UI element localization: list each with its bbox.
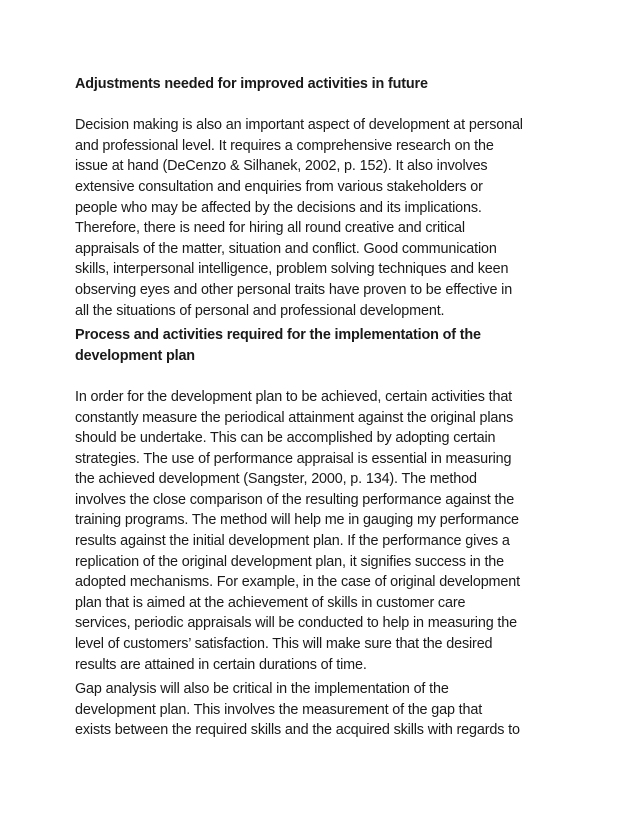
text-line: In order for the development plan to be achieved, certain activities that: [75, 388, 513, 405]
paragraph-gap-analysis: [75, 679, 575, 741]
heading-line: Process and activities required for the implementation of the: [75, 327, 481, 344]
spacer: [75, 95, 575, 116]
text-line: exists between the required skills and the acquired skills with regards to: [75, 722, 520, 739]
text-line: extensive consultation and enquiries from various stakeholders or: [75, 178, 483, 195]
text-line: appraisals of the matter, situation and conflict. Good communication: [75, 240, 497, 257]
text-line: replication of the original development plan, it signifies success in the: [75, 553, 505, 570]
paragraph-decision-making: [75, 115, 575, 321]
text-line: training programs. The method will help me in gauging my performance: [75, 512, 519, 529]
text-line: and professional level. It requires a comprehensive research on the: [75, 137, 494, 154]
spacer: [75, 366, 575, 387]
text-line: Gap analysis will also be critical in the implementation of the: [75, 681, 449, 698]
text-line: level of customers’ satisfaction. This will make sure that the desired: [75, 636, 493, 653]
text-line: Therefore, there is need for hiring all round creative and critical: [75, 220, 465, 237]
text-line: results against the initial development plan. If the performance gives a: [75, 533, 510, 550]
text-line: all the situations of personal and professional development.: [75, 302, 445, 319]
text-line: development plan. This involves the measurement of the gap that: [75, 701, 483, 718]
text-line: constantly measure the periodical attainment against the original plans: [75, 409, 514, 426]
text-line: involves the close comparison of the resulting performance against the: [75, 491, 515, 508]
text-line: the achieved development (Sangster, 2000, p. 134). The method: [75, 471, 477, 488]
text-line: skills, interpersonal intelligence, problem solving techniques and keen: [75, 261, 509, 278]
text-line: should be undertake. This can be accomplished by adopting certain: [75, 430, 496, 447]
text-line: observing eyes and other personal traits have proven to be effective in: [75, 281, 513, 298]
text-line: strategies. The use of performance appraisal is essential in measuring: [75, 450, 512, 467]
heading-line: Adjustments needed for improved activities in future: [75, 76, 428, 92]
text-line: plan that is aimed at the achievement of skills in customer care: [75, 594, 466, 611]
text-line: issue at hand (DeCenzo & Silhanek, 2002, p. 152). It also involves: [75, 158, 488, 175]
section-heading-adjustments: [75, 74, 575, 95]
text-line: adopted mechanisms. For example, in the case of original development: [75, 574, 520, 591]
paragraph-development-plan: [75, 387, 575, 675]
section-heading-process: [75, 325, 575, 366]
document-page: [75, 74, 575, 741]
heading-line: development plan: [75, 347, 195, 364]
text-line: Decision making is also an important aspect of development at personal: [75, 117, 523, 134]
text-line: results are attained in certain durations of time.: [75, 656, 367, 673]
text-line: people who may be affected by the decisions and its implications.: [75, 199, 482, 216]
text-line: services, periodic appraisals will be conducted to help in measuring the: [75, 615, 517, 632]
